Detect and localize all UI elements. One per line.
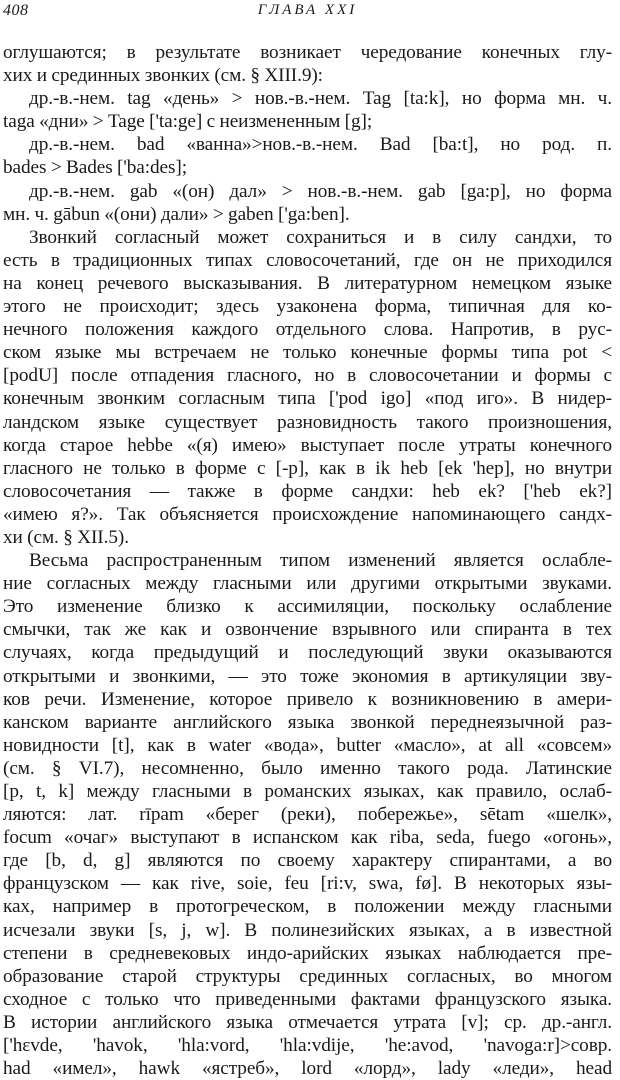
text-line: had «имел», hawk «ястреб», lord «лорд», lady «леди», head	[3, 1058, 612, 1080]
text-line: ['hɛvde, 'havok, 'hla:vord, 'hla:vdije, 'he:avod, 'navoga:r]>совр.	[3, 1035, 612, 1057]
text-line: есть в традиционных типах словосочетаний, где он не приходился	[3, 249, 612, 271]
text-line: когда старое hebbe «(я) имею» выступает после утраты конечного	[3, 434, 612, 456]
text-line: Это изменение близко к ассимиляции, поскольку ослабление	[3, 596, 612, 618]
text-line: канском варианте английского языка звонкой переднеязычной раз-	[3, 711, 612, 733]
page-header	[3, 2, 612, 42]
text-line: гласного не только в форме с [-p], как в ik heb [ek 'hep], но внутри	[3, 457, 612, 479]
text-line: мн. ч. gābun «(они) дали» > gaben ['ga:ben].	[3, 203, 350, 225]
text-line: хи (см. § XII.5).	[3, 526, 129, 548]
text-line: ском языке мы встречаем не только конечные формы типа pot <	[3, 342, 612, 364]
text-line: В истории английского языка отмечается утрата [v]; ср. др.-англ.	[3, 1011, 612, 1033]
text-line: ках, например в протогреческом, в положении между гласными	[3, 896, 612, 918]
text-line: французском — как rive, soie, feu [ri:v, swa, fø]. В некоторых язы-	[3, 873, 612, 895]
text-line: оглушаются; в результате возникает чередование конечных глу-	[3, 42, 612, 63]
text-line: др.-в.-нем. bad «ванна»>нов.-в.-нем. Bad [ba:t], но род. п.	[29, 134, 612, 156]
text-line: др.-в.-нем. gab «(он) дал» > нов.-в.-нем. gab [ga:p], но форма	[29, 180, 612, 202]
text-line: конечным звонким согласным типа ['pod igo] «под иго». В нидер-	[3, 388, 612, 410]
text-line: ние согласных между гласными или другими открытыми звуками.	[3, 573, 612, 595]
text-line: смычки, так же как и озвончение взрывного или спиранта в тех	[3, 619, 612, 641]
text-line: на конец речевого высказывания. В литературном немецком языке	[3, 272, 612, 294]
running-head: ГЛАВА XXI	[257, 2, 358, 18]
text-line: focum «очаг» выступают в испанском как riba, seda, fuego «огонь»,	[3, 827, 612, 849]
text-line: [podU] после отпадения гласного, но в словосочетании и формы с	[3, 365, 612, 387]
text-line: этого не происходит; здесь узаконена форма, типичная для ко-	[3, 296, 612, 318]
text-line: ляются: лат. rīpam «берег (реки), побережье», sētam «шелк»,	[3, 804, 612, 826]
text-line: [p, t, k] между гласными в романских языках, как правило, ослаб-	[3, 781, 612, 802]
text-line: нечного положения каждого отдельного слова. Напротив, в рус-	[3, 319, 612, 341]
text-line: др.-в.-нем. tag «день» > нов.-в.-нем. Tag [ta:k], но форма мн. ч.	[29, 88, 612, 110]
text-line: «имею я?». Так объясняется происхождение напоминающего сандх-	[3, 503, 612, 525]
text-line: ков речи. Изменение, которое привело к возникновению в амери-	[3, 688, 612, 710]
text-line: сходное с только что приведенными фактами французского языка.	[3, 988, 612, 1010]
text-line: образование старой структуры срединных согласных, во многом	[3, 965, 612, 987]
text-line: словосочетания — также в форме сандхи: heb ek? ['heb ek?]	[3, 480, 612, 502]
text-line: bades > Bades ['ba:des];	[3, 157, 187, 179]
text-line: Весьма распространенным типом изменений является ослабле-	[29, 550, 612, 572]
text-line: ландском языке существует разновидность такого произношения,	[3, 411, 612, 433]
body-text	[3, 41, 612, 1080]
text-line: степени в средневековых индо-арийских языках наблюдается пре-	[3, 942, 612, 964]
text-line: хих и срединных звонких (см. § XIII.9):	[3, 65, 323, 87]
text-line: открытыми и звонкими, — это тоже экономия в артикуляции зву-	[3, 665, 612, 687]
text-line: новидности [t], как в water «вода», butter «масло», at all «совсем»	[3, 734, 612, 756]
text-line: taga «дни» > Tage ['ta:ge] с неизмененным [g];	[3, 111, 373, 133]
text-line: (см. § VI.7), несомненно, было именно такого рода. Латинские	[3, 757, 612, 779]
text-line: исчезали звуки [s, j, w]. В полинезийских языках, а в известной	[3, 919, 612, 941]
text-line: случаях, когда предыдущий и последующий звуки оказываются	[3, 642, 612, 664]
text-line: где [b, d, g] являются по своему характеру спирантами, а во	[3, 850, 612, 872]
page-number: 408	[3, 2, 29, 19]
text-line: Звонкий согласный может сохраниться и в силу сандхи, то	[29, 226, 612, 248]
